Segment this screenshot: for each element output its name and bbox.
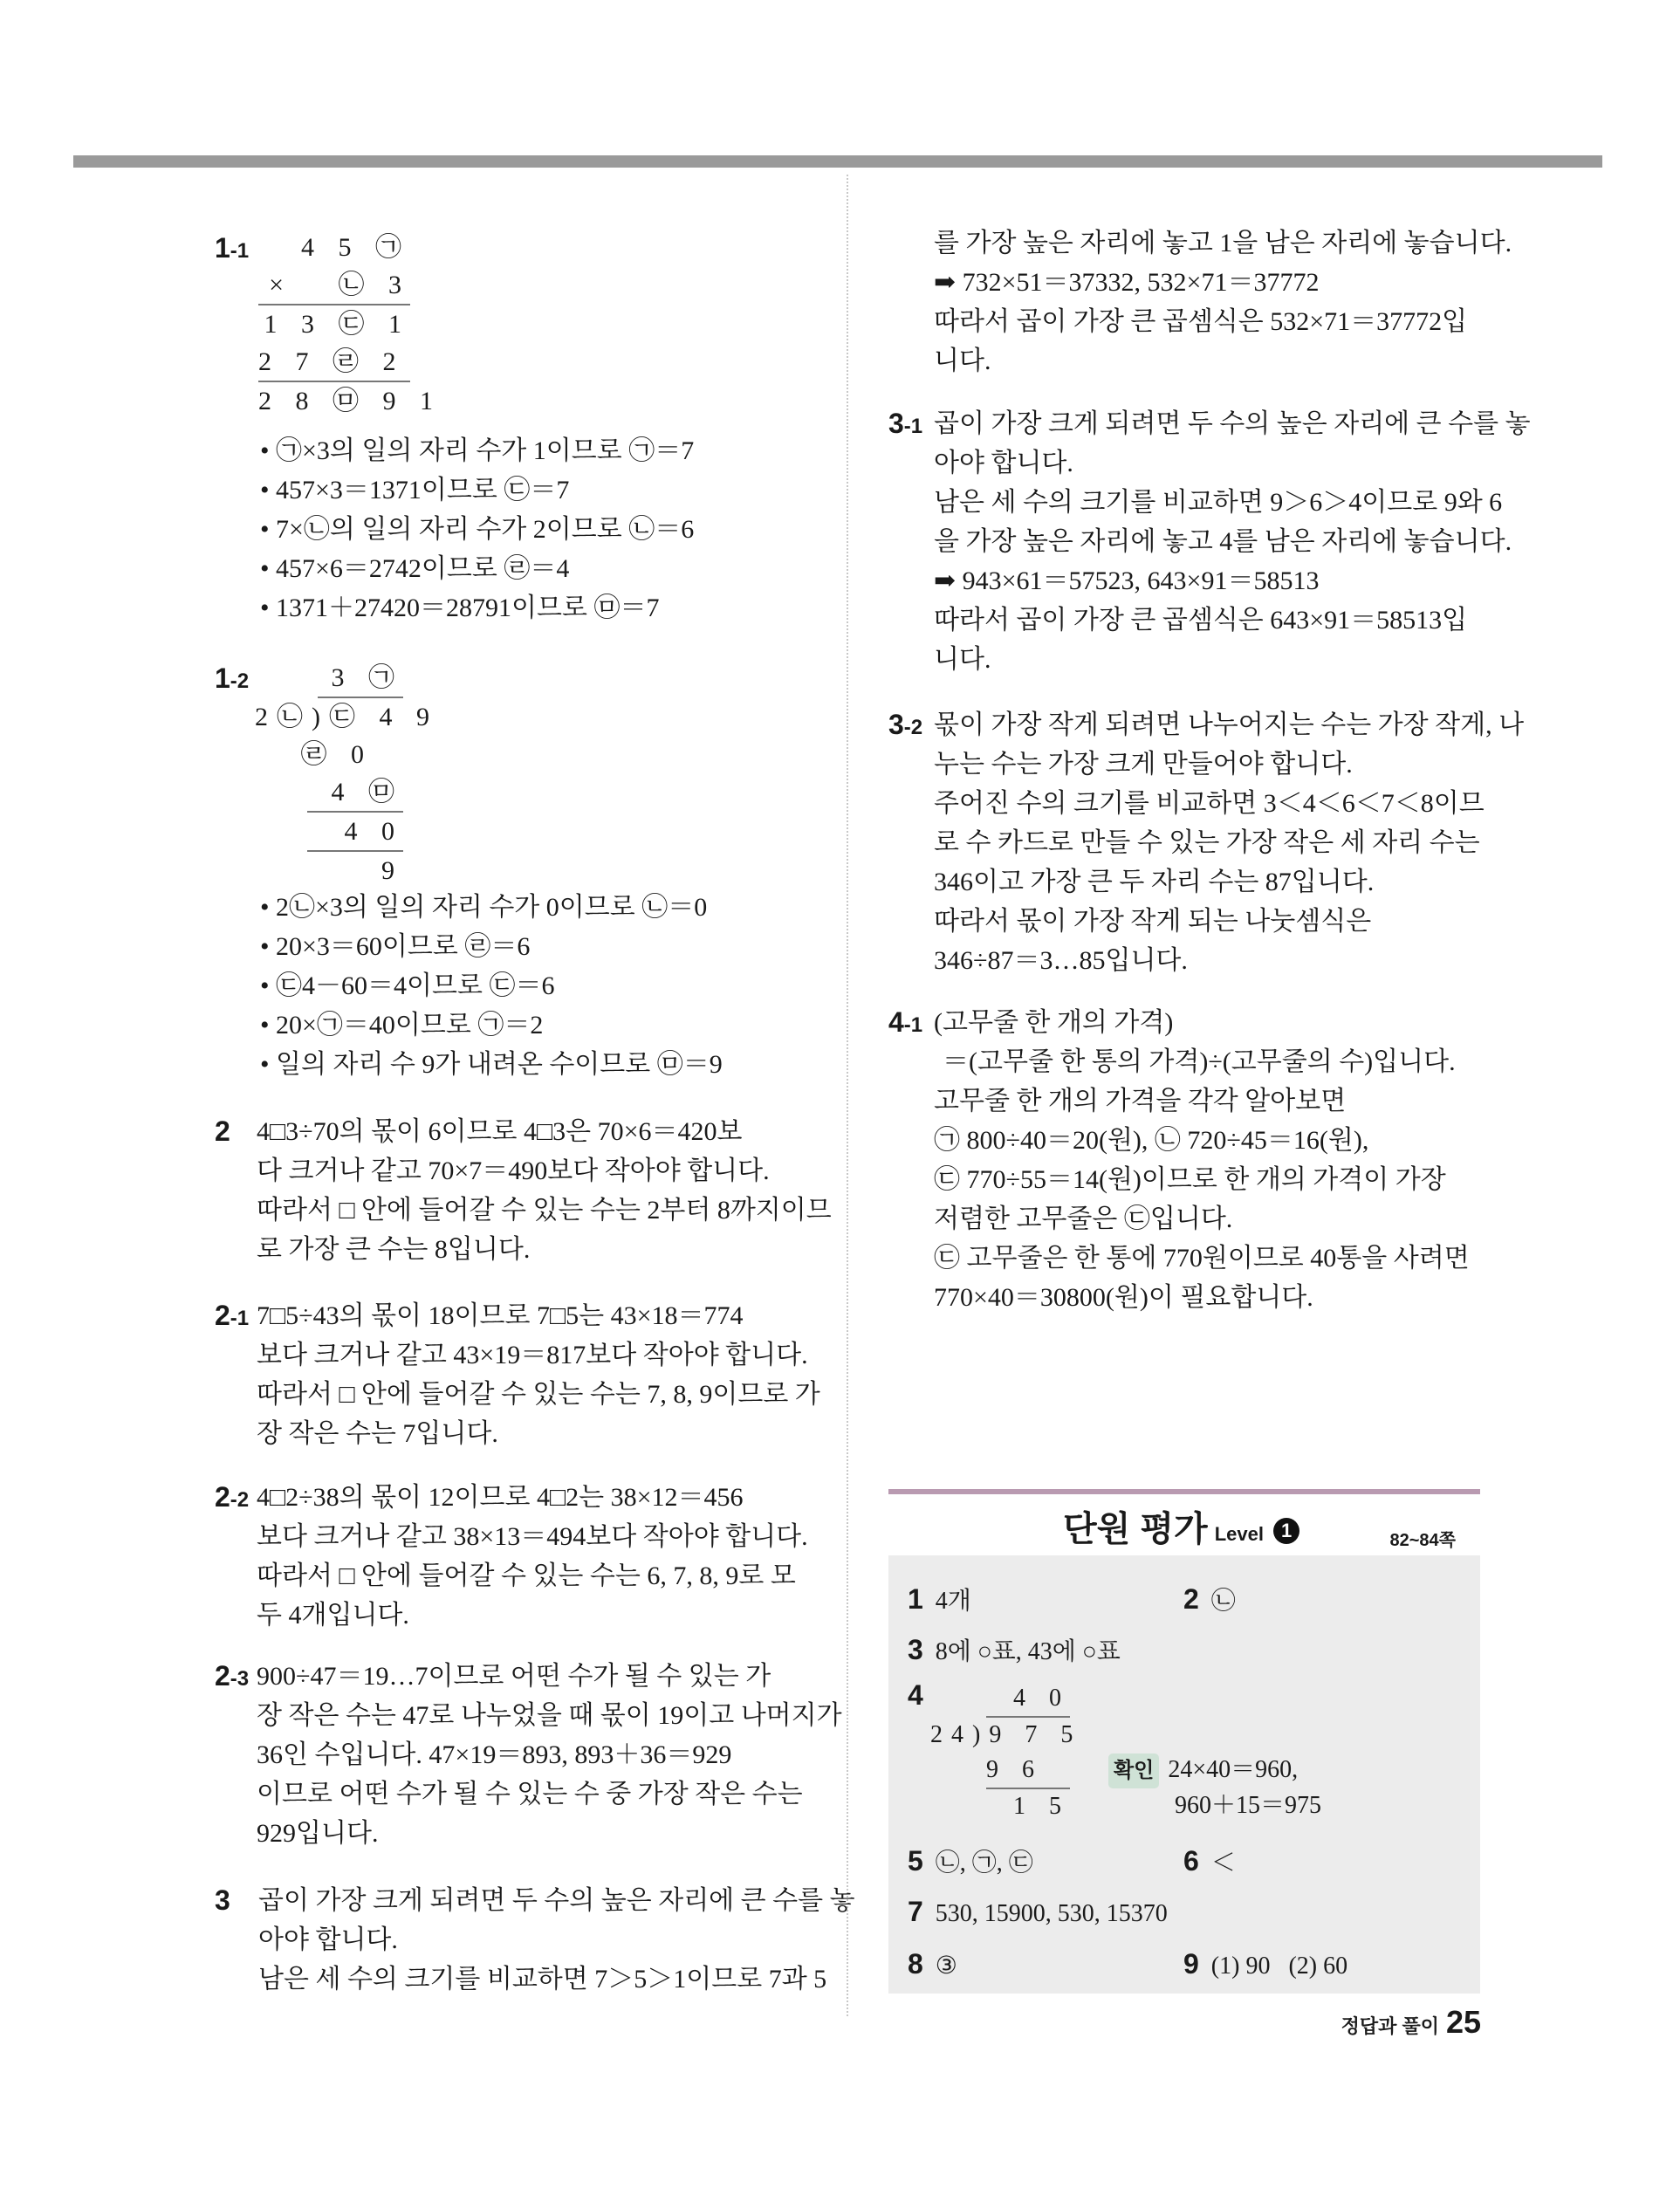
level-number-badge: 1 (1273, 1518, 1299, 1544)
solution-line: 따라서 □ 안에 들어갈 수 있는 수는 7, 8, 9이므로 가 (257, 1380, 820, 1409)
solution-line: 따라서 □ 안에 들어갈 수 있는 수는 2부터 8까지이므 (257, 1196, 832, 1225)
solution-line: 를 가장 높은 자리에 놓고 1을 남은 자리에 놓습니다. (934, 229, 1512, 257)
level-label: Level (1214, 1523, 1264, 1545)
problem-2-1 (215, 1296, 820, 1453)
header-bar (73, 155, 1602, 168)
calc-row: × ㉡ 3 (258, 266, 410, 305)
solution-line: 남은 세 수의 크기를 비교하면 9＞6＞4이므로 9와 6 (934, 488, 1503, 517)
solution-line: 두 4개입니다. (257, 1601, 409, 1630)
calc-row: 1 3 ㉢ 1 (264, 310, 410, 339)
calc-row: 4 5 ㉠ (301, 233, 410, 262)
solution-line: 36인 수입니다. 47×19＝893, 893＋36＝929 (257, 1740, 732, 1769)
calc-row: 4 0 (986, 1681, 1070, 1718)
solution-line: 따라서 몫이 가장 작게 되는 나눗셈식은 (934, 907, 1372, 936)
page-range: 82~84쪽 (1389, 1531, 1456, 1550)
solution-line: 346이고 가장 큰 두 자리 수는 87입니다. (934, 868, 1375, 896)
problem-sub: -1 (230, 1307, 250, 1330)
calc-row: 2 7 ㉣ 2 (258, 343, 410, 382)
solution-line: (고무줄 한 개의 가격) (934, 1008, 1174, 1037)
problem-number: 2 (215, 1115, 230, 1147)
problem-2-2 (215, 1478, 808, 1635)
solution-line: 로 수 카드로 만들 수 있는 가장 작은 세 자리 수는 (934, 828, 1480, 857)
solution-line: 929입니다. (257, 1819, 379, 1848)
solution-line: 따라서 곱이 가장 큰 곱셈식은 532×71＝37772입 (934, 307, 1468, 336)
solution-line: 아야 합니다. (934, 449, 1073, 477)
explanation-line: • 457×6＝2742이므로 ㉣＝4 (260, 554, 570, 583)
solution-line: 4□2÷38의 몫이 12이므로 4□2는 38×12＝456 (257, 1483, 744, 1512)
solution-line: 따라서 □ 안에 들어갈 수 있는 수는 6, 7, 8, 9로 모 (257, 1561, 796, 1590)
problem-number: 4 (888, 1006, 904, 1038)
unit-review-box (888, 1489, 1480, 1994)
problem-number: 2 (215, 1300, 230, 1331)
solution-line: 보다 크거나 같고 38×13＝494보다 작아야 합니다. (257, 1522, 808, 1551)
solution-line: 따라서 곱이 가장 큰 곱셈식은 643×91＝58513입 (934, 606, 1468, 635)
problem-sub: -3 (230, 1667, 250, 1691)
solution-line: 770×40＝30800(원)이 필요합니다. (934, 1283, 1313, 1312)
solution-line: 7□5÷43의 몫이 18이므로 7□5는 43×18＝774 (257, 1301, 744, 1330)
calc-row: 4 0 (307, 813, 403, 852)
page-footer (1341, 2004, 1481, 2041)
answer-4-division (930, 1681, 1082, 1824)
solution-line: 몫이 가장 작게 되려면 나누어지는 수는 가장 작게, 나 (934, 710, 1525, 739)
problem-number: 1 (215, 662, 230, 694)
solution-line: 주어진 수의 크기를 비교하면 3＜4＜6＜7＜8이므 (934, 789, 1485, 818)
solution-line: 니다. (934, 645, 991, 674)
problem-2 (215, 1112, 832, 1269)
answer-9: 9 (1) 90 (2) 60 (1183, 1948, 1348, 1980)
solution-line: 저렴한 고무줄은 ㉢입니다. (934, 1204, 1233, 1233)
problem-3-continued (888, 223, 1512, 381)
footer-label: 정답과 풀이 (1341, 2015, 1439, 2037)
explanation-line: • 1371＋27420＝28791이므로 ㉤＝7 (260, 594, 660, 622)
problem-sub: -2 (903, 716, 923, 739)
calc-row: 2 8 ㉤ 9 1 (258, 387, 442, 415)
solution-line: 다 크거나 같고 70×7＝490보다 작아야 합니다. (257, 1156, 770, 1185)
problem-number: 3 (888, 408, 904, 439)
answer-2: 2 ㉡ (1183, 1583, 1236, 1615)
solution-line: ＝(고무줄 한 통의 가격)÷(고무줄의 수)입니다. (943, 1047, 1456, 1076)
answer-1: 1 4개 (908, 1583, 971, 1615)
calc-row: 24)9 7 5 (930, 1721, 1082, 1748)
solution-line: ㉠ 800÷40＝20(원), ㉡ 720÷45＝16(원), (934, 1126, 1369, 1155)
problem-number: 1 (215, 232, 230, 264)
solution-line: 곱이 가장 크게 되려면 두 수의 높은 자리에 큰 수를 놓 (258, 1886, 855, 1915)
solution-line: 보다 크거나 같고 43×19＝817보다 작아야 합니다. (257, 1341, 808, 1369)
problem-number: 3 (215, 1884, 230, 1916)
solution-line: 아야 합니다. (258, 1925, 398, 1954)
problem-sub: -2 (230, 669, 250, 693)
solution-line: 곱이 가장 크게 되려면 두 수의 높은 자리에 큰 수를 놓 (934, 409, 1531, 438)
calc-row: 2㉡)㉢ 4 9 (255, 703, 438, 731)
answer-6: 6 ＜ (1183, 1845, 1236, 1877)
calc-row: 4 ㉤ (307, 773, 403, 813)
problem-2-3 (215, 1657, 842, 1853)
problem-sub: -1 (903, 415, 923, 438)
multiplication-work (258, 229, 442, 420)
calc-row: ㉣ 0 (300, 740, 403, 769)
answer-4: 4 (908, 1679, 923, 1711)
solution-line: 장 작은 수는 7입니다. (257, 1419, 498, 1448)
answer-5: 5 ㉡, ㉠, ㉢ (908, 1845, 1033, 1877)
problem-3-1 (888, 404, 1531, 679)
answer-3: 3 8에 ○표, 43에 ○표 (908, 1634, 1121, 1665)
solution-line: 니다. (934, 347, 991, 375)
page-number: 25 (1445, 2004, 1481, 2040)
answer-7: 7 530, 15900, 530, 15370 (908, 1896, 1168, 1927)
solution-line: 남은 세 수의 크기를 비교하면 7＞5＞1이므로 7과 5 (258, 1965, 827, 1994)
problem-number: 3 (888, 709, 904, 740)
division-work (255, 659, 438, 889)
problem-4-1 (888, 1003, 1470, 1317)
solution-line: 4□3÷70의 몫이 6이므로 4□3은 70×6＝420보 (257, 1117, 743, 1146)
calc-row: 9 6 (986, 1753, 1070, 1789)
explanation-line: • 20×㉠＝40이므로 ㉠＝2 (260, 1011, 544, 1040)
explanation-line: • 7×㉡의 일의 자리 수가 2이므로 ㉡＝6 (260, 515, 695, 544)
problem-sub: -2 (230, 1488, 250, 1512)
solution-line: ➡ 732×51＝37332, 532×71＝37772 (934, 268, 1320, 297)
solution-line: 고무줄 한 개의 가격을 각각 알아보면 (934, 1087, 1347, 1115)
review-header (888, 1494, 1480, 1555)
solution-line: ㉢ 고무줄은 한 통에 770원이므로 40통을 사려면 (934, 1244, 1470, 1273)
check-badge: 확인 (1108, 1753, 1159, 1788)
column-divider (847, 175, 848, 2016)
problem-3 (215, 1881, 855, 1999)
explanation-line: • 일의 자리 수 9가 내려온 수이므로 ㉤＝9 (260, 1050, 723, 1079)
calc-row: 9 (381, 856, 403, 885)
explanation-line: • 2㉡×3의 일의 자리 수가 0이므로 ㉡＝0 (260, 893, 708, 922)
problem-sub: -1 (230, 239, 250, 263)
solution-line: 장 작은 수는 47로 나누었을 때 몫이 19이고 나머지가 (257, 1701, 842, 1730)
review-title: 단원 평가 Level 1 (1063, 1501, 1299, 1551)
solution-line: 346÷87＝3…85입니다. (934, 946, 1188, 975)
explanation-line: • 457×3＝1371이므로 ㉢＝7 (260, 476, 570, 504)
solution-line: 900÷47＝19…7이므로 어떤 수가 될 수 있는 가 (257, 1662, 771, 1691)
calc-row: 1 5 (1013, 1793, 1070, 1820)
problem-3-2 (888, 705, 1524, 980)
solution-line: 누는 수는 가장 크게 만들어야 합니다. (934, 750, 1353, 779)
solution-line: ㉢ 770÷55＝14(원)이므로 한 개의 가격이 가장 (934, 1165, 1446, 1194)
solution-line: ➡ 943×61＝57523, 643×91＝58513 (934, 566, 1320, 595)
problem-number: 2 (215, 1481, 230, 1513)
explanation-line: • 20×3＝60이므로 ㉣＝6 (260, 932, 531, 961)
problem-sub: -1 (903, 1013, 923, 1037)
solution-line: 로 가장 큰 수는 8입니다. (257, 1235, 531, 1264)
answer-4-check: 확인 24×40＝960, 960＋15＝975 (1108, 1753, 1321, 1823)
solution-line: 이므로 어떤 수가 될 수 있는 수 중 가장 작은 수는 (257, 1780, 803, 1808)
explanation-line: • ㉢4－60＝4이므로 ㉢＝6 (260, 971, 555, 1000)
solution-line: 을 가장 높은 자리에 놓고 4를 남은 자리에 놓습니다. (934, 527, 1512, 556)
explanation-line: • ㉠×3의 일의 자리 수가 1이므로 ㉠＝7 (260, 436, 695, 465)
calc-row: 3 ㉠ (318, 659, 403, 698)
problem-number: 2 (215, 1660, 230, 1692)
answer-8: 8 ③ (908, 1948, 957, 1980)
